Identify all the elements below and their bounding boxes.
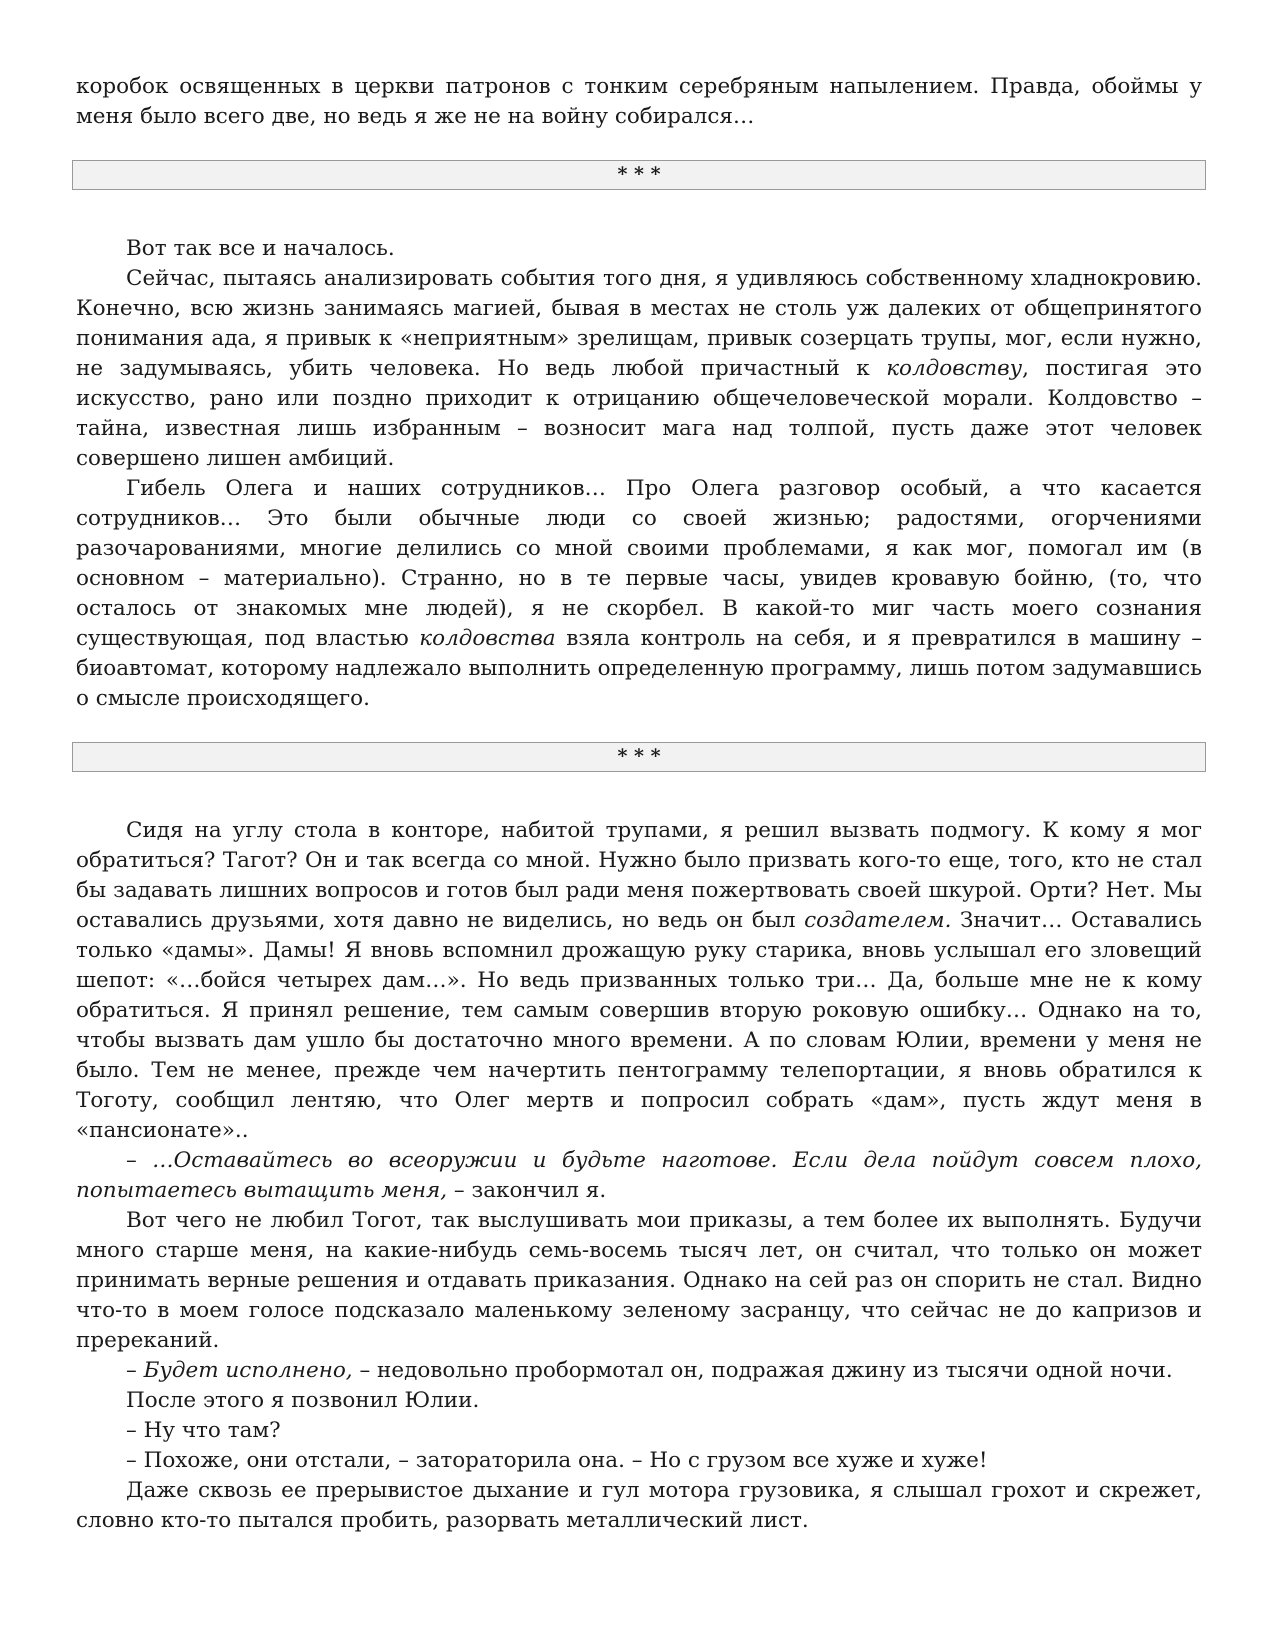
paragraph-opening: коробок освященных в церкви патронов с тонким серебряным напылением. Правда, обоймы у меня было всего две, но ведь я же не на войну собирался…	[76, 74, 1202, 129]
paragraph-dialogue-answer: – Похоже, они отстали, – затораторила она. – Но с грузом все хуже и хуже!	[126, 1448, 988, 1473]
emphasis-reply: Будет исполнено,	[143, 1358, 353, 1383]
paragraph-reflection: Сейчас, пытаясь анализировать события того дня, я удивляюсь собственному хладнокровию. Конечно, всю жизнь занимаясь магией, бывая в местах не столь уж далеких от общепринятого понимания ада, я привык к «неприятным» зрелищам, привык созерцать трупы, мог, если нужно, не задумываясь, убить человека. Но ведь любой причастный к колдовству, постигая это искусство, рано или поздно приходит к отрицанию общечеловеческой морали. Колдовство – тайна, известная лишь избранным – возносит мага над толпой, пусть даже этот человек совершено лишен амбиций.	[76, 266, 1202, 471]
section-separator-1: * * *	[72, 160, 1206, 190]
paragraph-closing: Даже сквозь ее прерывистое дыхание и гул мотора грузовика, я слышал грохот и скрежет, словно кто-то пытался пробить, разорвать металлический лист.	[76, 1478, 1202, 1533]
paragraph-togot: Вот чего не любил Тогот, так выслушивать мои приказы, а тем более их выполнять. Будучи много старше меня, на какие-нибудь семь-восемь тысяч лет, он считал, что только он может принимать верные решения и отдавать приказания. Однако на сей раз он спорить не стал. Видно что-то в моем голосе подсказало маленькому зеленому засранцу, что сейчас не до капризов и пререканий.	[76, 1208, 1202, 1353]
paragraph-call: После этого я позвонил Юлии.	[126, 1388, 480, 1413]
spacer	[76, 772, 1202, 816]
section-separator-2: * * *	[72, 742, 1206, 772]
spacer	[76, 132, 1202, 160]
spacer	[76, 714, 1202, 742]
paragraph-beginning: Вот так все и началось.	[126, 236, 395, 261]
paragraph-dialogue-order: – …Оставайтесь во всеоружии и будьте наготове. Если дела пойдут совсем плохо, попытаетесь вытащить меня, – закончил я.	[76, 1148, 1202, 1203]
document-page	[76, 72, 1202, 1536]
emphasis-witchcraft-2: колдовства	[419, 626, 556, 651]
paragraph-dialogue-reply: – Будет исполнено, – недовольно пробормотал он, подражая джину из тысячи одной ночи.	[126, 1358, 1173, 1383]
paragraph-colleagues: Гибель Олега и наших сотрудников… Про Олега разговор особый, а что касается сотрудников… Это были обычные люди со своей жизнью; радостями, огорчениями разочарованиями, многие делились со мной своими проблемами, я как мог, помогал им (в основном – материально). Странно, но в те первые часы, увидев кровавую бойню, (то, что осталось от знакомых мне людей), я не скорбел. В какой-то миг часть моего сознания существующая, под властью колдовства взяла контроль на себя, и я превратился в машину – биоавтомат, которому надлежало выполнить определенную программу, лишь потом задумавшись о смысле происходящего.	[76, 476, 1202, 711]
paragraph-dialogue-question: – Ну что там?	[126, 1418, 281, 1443]
emphasis-witchcraft: колдовству	[886, 356, 1023, 381]
emphasis-creator: создателем.	[804, 908, 952, 933]
emphasis-order: …Оставайтесь во всеоружии и будьте наготове. Если дела пойдут совсем плохо, попытаетесь вытащить меня,	[76, 1148, 1202, 1203]
spacer	[76, 190, 1202, 234]
paragraph-summon: Сидя на углу стола в конторе, набитой трупами, я решил вызвать подмогу. К кому я мог обратиться? Тагот? Он и так всегда со мной. Нужно было призвать кого-то еще, того, кто не стал бы задавать лишних вопросов и готов был ради меня пожертвовать своей шкурой. Орти? Нет. Мы оставались друзьями, хотя давно не виделись, но ведь он был создателем. Значит… Оставались только «дамы». Дамы! Я вновь вспомнил дрожащую руку старика, вновь услышал его зловещий шепот: «…бойся четырех дам…». Но ведь призванных только три… Да, больше мне не к кому обратиться. Я принял решение, тем самым совершив вторую роковую ошибку… Однако на то, чтобы вызвать дам ушло бы достаточно много времени. А по словам Юлии, времени у меня не было. Тем не менее, прежде чем начертить пентограмму телепортации, я вновь обратился к Тоготу, сообщил лентяю, что Олег мертв и попросил собрать «дам», пусть ждут меня в «пансионате»..	[76, 818, 1202, 1143]
